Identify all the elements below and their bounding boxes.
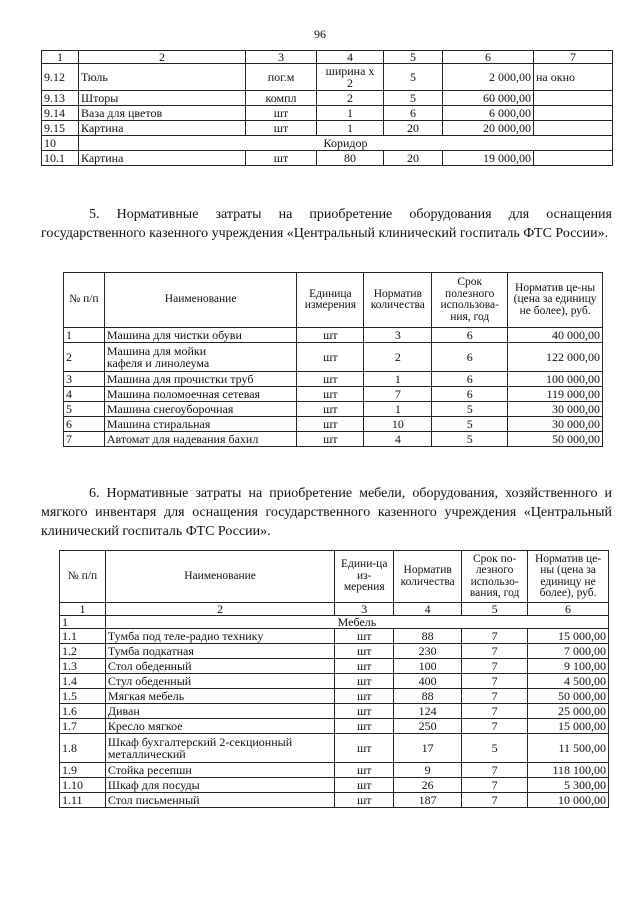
item-term: 6	[384, 106, 443, 121]
item-price: 50 000,00	[508, 432, 603, 447]
item-price: 9 100,00	[528, 659, 609, 674]
item-term: 5	[462, 734, 528, 763]
item-note	[534, 151, 613, 166]
item-price: 30 000,00	[508, 402, 603, 417]
item-price: 19 000,00	[443, 151, 534, 166]
item-price: 10 000,00	[528, 793, 609, 808]
item-qty: 1	[317, 121, 384, 136]
page-number: 96	[314, 27, 326, 41]
colnum-cell: 5	[384, 51, 443, 64]
row-number: 6	[64, 417, 105, 432]
header-unit: Едини-ца из-мерения	[335, 551, 394, 603]
row-number: 9.14	[42, 106, 79, 121]
item-unit: шт	[297, 402, 364, 417]
table-row	[64, 432, 603, 447]
header-name: Наименование	[104, 273, 297, 328]
item-name: Автомат для надевания бахил	[104, 432, 297, 447]
item-unit: шт	[335, 763, 394, 778]
item-name: Машина для мойки кафеля и линолеума	[104, 343, 297, 372]
column-number-row	[42, 51, 613, 64]
item-unit: шт	[335, 719, 394, 734]
row-number: 10.1	[42, 151, 79, 166]
row-number: 1.1	[60, 629, 106, 644]
item-term: 7	[462, 704, 528, 719]
table-row	[64, 343, 603, 372]
colnum-cell: 5	[462, 603, 528, 616]
item-term: 7	[462, 793, 528, 808]
header-price: Норматив це-ны (цена за единицу не более), руб.	[528, 551, 609, 603]
section-number: 10	[42, 136, 79, 151]
section-5-paragraph	[41, 205, 612, 243]
table-row	[60, 644, 609, 659]
item-name: Мягкая мебель	[105, 689, 334, 704]
section-6-text: 6. Нормативные затраты на приобретение мебели, оборудования, хозяйственного и мягкого инвентаря для оснащения государственного казенного учреждения «Центральный клинический госпиталь ФТС России».	[41, 486, 612, 539]
item-term: 7	[462, 763, 528, 778]
header-unit: Единица измерения	[297, 273, 364, 328]
row-number: 3	[64, 372, 105, 387]
table-row	[60, 674, 609, 689]
item-unit: шт	[335, 778, 394, 793]
item-price: 4 500,00	[528, 674, 609, 689]
section-title: Мебель	[105, 616, 608, 629]
header-num: № п/п	[64, 273, 105, 328]
item-term: 7	[462, 629, 528, 644]
item-note: на окно	[534, 64, 613, 91]
item-price: 7 000,00	[528, 644, 609, 659]
item-qty: 1	[317, 106, 384, 121]
item-name: Шкаф для посуды	[105, 778, 334, 793]
item-name: Тумба под теле-радио технику	[105, 629, 334, 644]
item-price: 15 000,00	[528, 719, 609, 734]
item-name: Ваза для цветов	[79, 106, 246, 121]
item-name: Машина для прочистки труб	[104, 372, 297, 387]
item-qty: 100	[394, 659, 462, 674]
item-qty: 1	[364, 372, 432, 387]
item-name: Машина снегоуборочная	[104, 402, 297, 417]
item-qty: 187	[394, 793, 462, 808]
item-qty: ширина х 2	[317, 64, 384, 91]
item-name: Шкаф бухгалтерский 2-секционный металлический	[105, 734, 334, 763]
item-price: 50 000,00	[528, 689, 609, 704]
item-price: 15 000,00	[528, 629, 609, 644]
item-term: 6	[432, 372, 508, 387]
item-unit: шт	[335, 644, 394, 659]
item-term: 7	[462, 659, 528, 674]
item-name: Машина поломоечная сетевая	[104, 387, 297, 402]
table-furniture	[59, 550, 609, 808]
colnum-cell: 3	[246, 51, 317, 64]
item-term: 6	[432, 387, 508, 402]
item-unit: шт	[335, 704, 394, 719]
item-unit: шт	[335, 674, 394, 689]
item-qty: 250	[394, 719, 462, 734]
row-number: 9.15	[42, 121, 79, 136]
item-unit: шт	[246, 106, 317, 121]
item-price: 11 500,00	[528, 734, 609, 763]
item-unit: компл	[246, 91, 317, 106]
item-unit: шт	[297, 372, 364, 387]
table-row	[64, 372, 603, 387]
item-note	[534, 91, 613, 106]
item-name: Картина	[79, 151, 246, 166]
item-term: 5	[384, 91, 443, 106]
row-number: 9.12	[42, 64, 79, 91]
item-unit: шт	[246, 151, 317, 166]
table-row	[64, 387, 603, 402]
item-name: Машина для чистки обуви	[104, 328, 297, 343]
item-unit: шт	[297, 343, 364, 372]
table-row	[60, 778, 609, 793]
row-number: 1.9	[60, 763, 106, 778]
item-unit: шт	[297, 417, 364, 432]
item-name: Стойка ресепшн	[105, 763, 334, 778]
item-unit: шт	[335, 629, 394, 644]
item-name: Машина стиральная	[104, 417, 297, 432]
header-term: Срок по-лезного использо-вания, год	[462, 551, 528, 603]
row-number: 1.4	[60, 674, 106, 689]
row-number: 1.2	[60, 644, 106, 659]
row-number: 1.3	[60, 659, 106, 674]
item-price: 100 000,00	[508, 372, 603, 387]
item-unit: пог.м	[246, 64, 317, 91]
colnum-cell: 3	[335, 603, 394, 616]
section-row	[60, 616, 609, 629]
colnum-cell: 2	[79, 51, 246, 64]
item-name: Шторы	[79, 91, 246, 106]
table-row	[64, 328, 603, 343]
header-qty: Норматив количества	[394, 551, 462, 603]
item-name: Кресло мягкое	[105, 719, 334, 734]
row-number: 2	[64, 343, 105, 372]
table-row	[60, 659, 609, 674]
row-number: 1.11	[60, 793, 106, 808]
table-row	[42, 91, 613, 106]
item-qty: 17	[394, 734, 462, 763]
item-unit: шт	[297, 328, 364, 343]
item-term: 5	[432, 432, 508, 447]
colnum-cell: 1	[60, 603, 106, 616]
header-name: Наименование	[105, 551, 334, 603]
item-price: 2 000,00	[443, 64, 534, 91]
item-qty: 88	[394, 689, 462, 704]
item-price: 25 000,00	[528, 704, 609, 719]
item-term: 20	[384, 151, 443, 166]
section-row	[42, 136, 613, 151]
item-qty: 1	[364, 402, 432, 417]
item-note	[534, 106, 613, 121]
table-row	[60, 689, 609, 704]
header-row	[60, 551, 609, 603]
table-rooms-continued	[41, 50, 613, 166]
table-row	[60, 719, 609, 734]
item-qty: 2	[317, 91, 384, 106]
table-row	[60, 793, 609, 808]
table-equipment	[63, 272, 603, 447]
row-number: 1.5	[60, 689, 106, 704]
item-term: 7	[462, 778, 528, 793]
item-qty: 4	[364, 432, 432, 447]
table-row	[60, 734, 609, 763]
colnum-cell: 2	[105, 603, 334, 616]
colnum-cell: 7	[534, 51, 613, 64]
colnum-cell: 4	[394, 603, 462, 616]
item-qty: 124	[394, 704, 462, 719]
row-number: 5	[64, 402, 105, 417]
section-5-text: 5. Нормативные затраты на приобретение оборудования для оснащения государственного казенного учреждения «Центральный клинический госпиталь ФТС России».	[41, 207, 612, 241]
header-row	[64, 273, 603, 328]
item-qty: 400	[394, 674, 462, 689]
item-term: 20	[384, 121, 443, 136]
table-row	[42, 106, 613, 121]
item-unit: шт	[246, 121, 317, 136]
section-number: 1	[60, 616, 106, 629]
table-row	[42, 121, 613, 136]
item-term: 6	[432, 328, 508, 343]
row-number: 1.8	[60, 734, 106, 763]
item-price: 40 000,00	[508, 328, 603, 343]
column-number-row	[60, 603, 609, 616]
item-term: 6	[432, 343, 508, 372]
row-number: 1.7	[60, 719, 106, 734]
item-price: 30 000,00	[508, 417, 603, 432]
item-term: 7	[462, 719, 528, 734]
item-price: 122 000,00	[508, 343, 603, 372]
row-number: 1	[64, 328, 105, 343]
colnum-cell: 6	[443, 51, 534, 64]
item-note	[534, 121, 613, 136]
header-term: Срок полезного использова-ния, год	[432, 273, 508, 328]
item-name: Тумба подкатная	[105, 644, 334, 659]
item-price: 119 000,00	[508, 387, 603, 402]
row-number: 4	[64, 387, 105, 402]
table-row	[64, 417, 603, 432]
item-name: Стул обеденный	[105, 674, 334, 689]
item-qty: 88	[394, 629, 462, 644]
colnum-cell: 1	[42, 51, 79, 64]
item-qty: 7	[364, 387, 432, 402]
item-name: Картина	[79, 121, 246, 136]
item-term: 7	[462, 644, 528, 659]
row-number: 7	[64, 432, 105, 447]
item-term: 5	[384, 64, 443, 91]
row-number: 1.10	[60, 778, 106, 793]
item-unit: шт	[297, 432, 364, 447]
table-row	[42, 64, 613, 91]
item-unit: шт	[335, 689, 394, 704]
header-num: № п/п	[60, 551, 106, 603]
item-qty: 80	[317, 151, 384, 166]
item-unit: шт	[335, 734, 394, 763]
item-price: 6 000,00	[443, 106, 534, 121]
item-term: 7	[462, 689, 528, 704]
header-qty: Норматив количества	[364, 273, 432, 328]
table-row	[42, 151, 613, 166]
item-name: Тюль	[79, 64, 246, 91]
item-qty: 2	[364, 343, 432, 372]
item-term: 7	[462, 674, 528, 689]
item-unit: шт	[335, 659, 394, 674]
item-price: 60 000,00	[443, 91, 534, 106]
table-row	[60, 629, 609, 644]
item-qty: 9	[394, 763, 462, 778]
item-name: Диван	[105, 704, 334, 719]
item-term: 5	[432, 402, 508, 417]
row-number: 9.13	[42, 91, 79, 106]
row-number: 1.6	[60, 704, 106, 719]
table-row	[60, 763, 609, 778]
table-row	[64, 402, 603, 417]
item-price: 20 000,00	[443, 121, 534, 136]
section-title: Коридор	[79, 136, 613, 151]
item-name: Стол письменный	[105, 793, 334, 808]
section-6-paragraph	[41, 484, 612, 541]
item-unit: шт	[297, 387, 364, 402]
item-price: 118 100,00	[528, 763, 609, 778]
item-term: 5	[432, 417, 508, 432]
item-price: 5 300,00	[528, 778, 609, 793]
item-unit: шт	[335, 793, 394, 808]
item-qty: 26	[394, 778, 462, 793]
item-name: Стол обеденный	[105, 659, 334, 674]
item-qty: 3	[364, 328, 432, 343]
colnum-cell: 4	[317, 51, 384, 64]
header-price: Норматив це-ны (цена за единицу не более), руб.	[508, 273, 603, 328]
table-row	[60, 704, 609, 719]
item-qty: 10	[364, 417, 432, 432]
colnum-cell: 6	[528, 603, 609, 616]
item-qty: 230	[394, 644, 462, 659]
